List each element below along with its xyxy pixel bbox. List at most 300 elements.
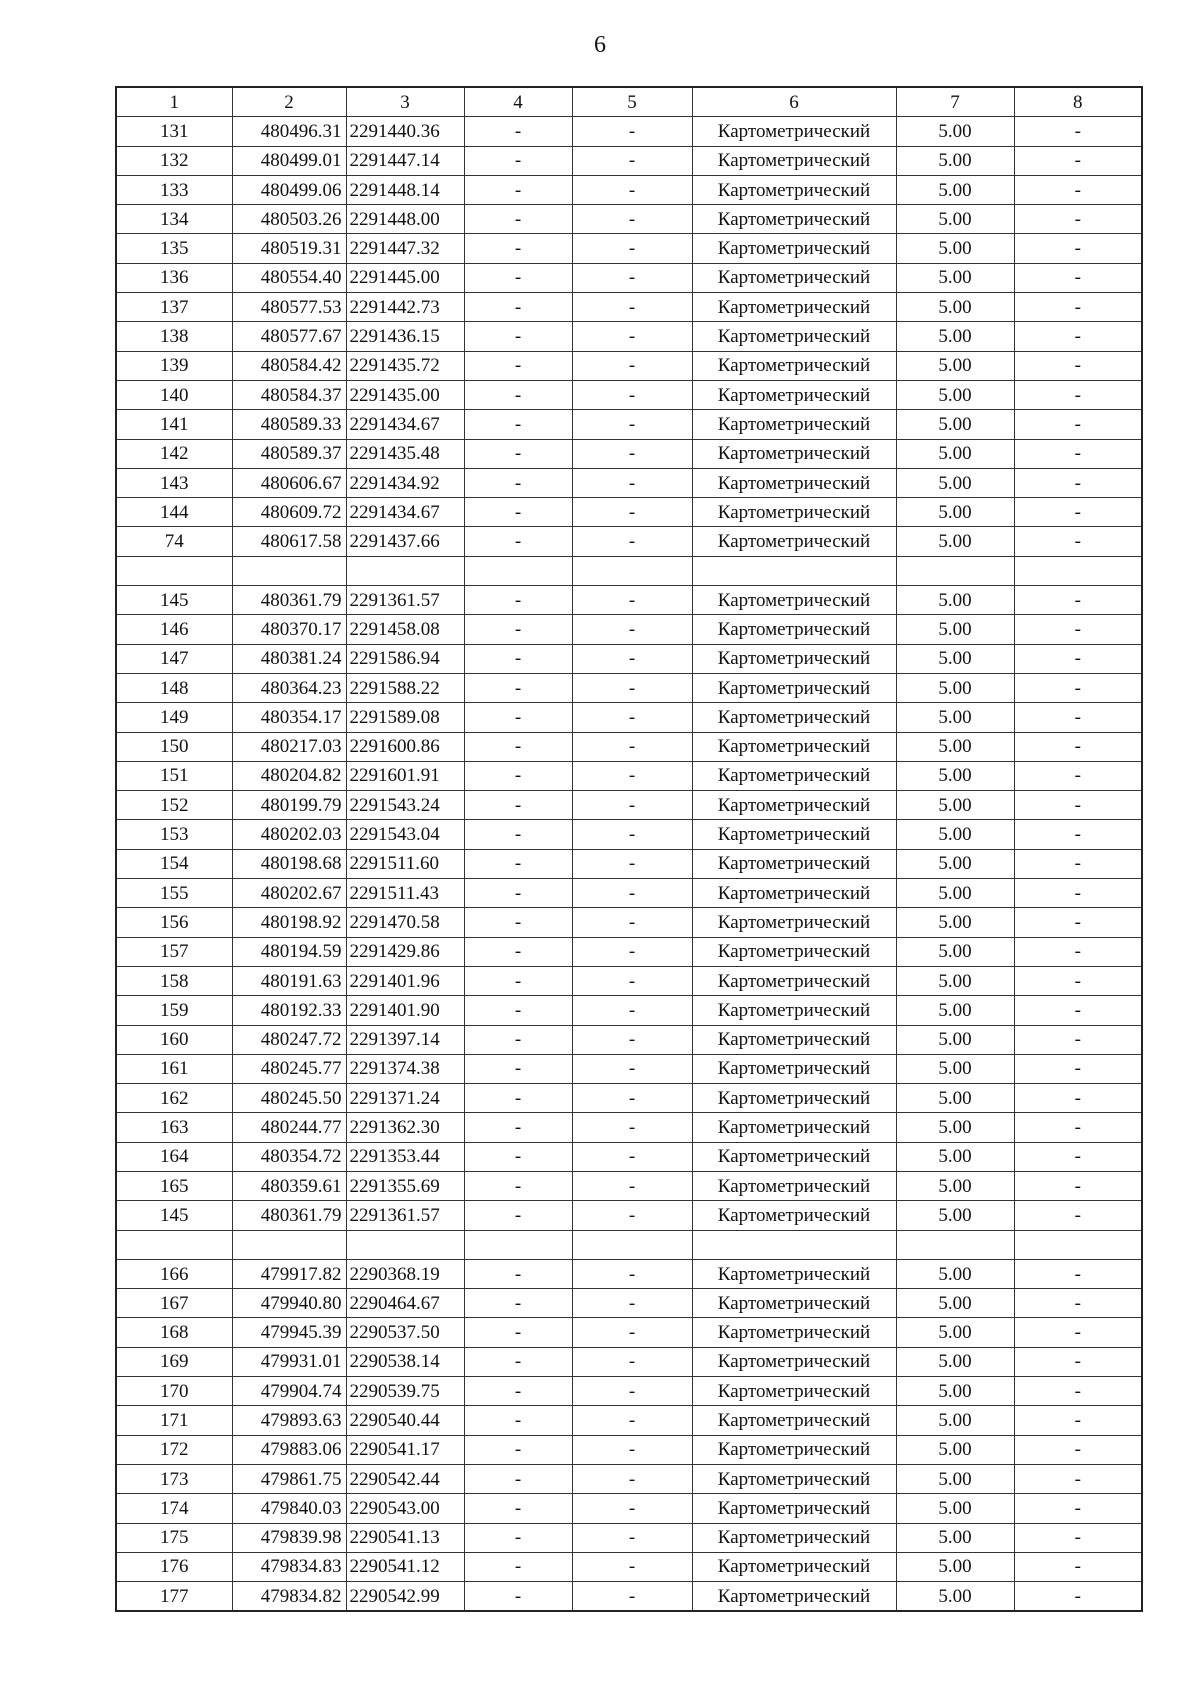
coordinate-y-cell <box>346 1230 464 1259</box>
column-header: 4 <box>464 87 572 117</box>
column-4-cell: - <box>464 1318 572 1347</box>
accuracy-cell: 5.00 <box>896 1464 1014 1493</box>
accuracy-cell: 5.00 <box>896 1171 1014 1200</box>
column-5-cell: - <box>572 205 692 234</box>
coordinate-y-cell: 2291353.44 <box>346 1142 464 1171</box>
column-8-cell: - <box>1014 1523 1142 1552</box>
column-8-cell: - <box>1014 1113 1142 1142</box>
table-row <box>116 703 1142 732</box>
column-header: 7 <box>896 87 1014 117</box>
column-8-cell: - <box>1014 879 1142 908</box>
coordinate-y-cell: 2291397.14 <box>346 1025 464 1054</box>
coordinate-x-cell: 480191.63 <box>232 966 346 995</box>
method-cell: Картометрический <box>692 966 896 995</box>
table-row <box>116 644 1142 673</box>
column-4-cell: - <box>464 527 572 556</box>
coordinate-y-cell: 2291588.22 <box>346 673 464 702</box>
column-5-cell: - <box>572 1084 692 1113</box>
point-number-cell: 164 <box>116 1142 232 1171</box>
accuracy-cell: 5.00 <box>896 263 1014 292</box>
coordinate-x-cell: 479945.39 <box>232 1318 346 1347</box>
column-8-cell: - <box>1014 1552 1142 1581</box>
method-cell: Картометрический <box>692 1289 896 1318</box>
column-4-cell: - <box>464 879 572 908</box>
coordinate-x-cell: 480370.17 <box>232 615 346 644</box>
accuracy-cell: 5.00 <box>896 205 1014 234</box>
column-header: 1 <box>116 87 232 117</box>
table-row <box>116 1142 1142 1171</box>
column-4-cell: - <box>464 1435 572 1464</box>
column-5-cell: - <box>572 146 692 175</box>
table-row <box>116 1289 1142 1318</box>
point-number-cell: 138 <box>116 322 232 351</box>
coordinate-y-cell: 2291442.73 <box>346 293 464 322</box>
column-5-cell: - <box>572 1377 692 1406</box>
column-8-cell: - <box>1014 293 1142 322</box>
column-8-cell: - <box>1014 498 1142 527</box>
point-number-cell: 159 <box>116 996 232 1025</box>
column-4-cell: - <box>464 175 572 204</box>
method-cell: Картометрический <box>692 1464 896 1493</box>
method-cell: Картометрический <box>692 1377 896 1406</box>
column-5-cell: - <box>572 879 692 908</box>
column-4-cell: - <box>464 1142 572 1171</box>
coordinate-x-cell: 480589.37 <box>232 439 346 468</box>
table-row <box>116 1171 1142 1200</box>
point-number-cell: 160 <box>116 1025 232 1054</box>
column-4-cell: - <box>464 1025 572 1054</box>
coordinate-x-cell: 480364.23 <box>232 673 346 702</box>
accuracy-cell: 5.00 <box>896 351 1014 380</box>
coordinate-y-cell: 2291435.72 <box>346 351 464 380</box>
coordinate-x-cell: 480202.67 <box>232 879 346 908</box>
column-5-cell: - <box>572 996 692 1025</box>
table-row <box>116 263 1142 292</box>
coordinate-y-cell: 2291374.38 <box>346 1054 464 1083</box>
method-cell: Картометрический <box>692 1347 896 1376</box>
table-row <box>116 966 1142 995</box>
point-number-cell: 137 <box>116 293 232 322</box>
table-row <box>116 732 1142 761</box>
column-4-cell: - <box>464 586 572 615</box>
method-cell: Картометрический <box>692 1171 896 1200</box>
point-number-cell: 145 <box>116 586 232 615</box>
accuracy-cell: 5.00 <box>896 498 1014 527</box>
coordinate-x-cell: 480354.72 <box>232 1142 346 1171</box>
coordinate-y-cell: 2290543.00 <box>346 1494 464 1523</box>
point-number-cell: 139 <box>116 351 232 380</box>
coordinate-y-cell: 2291447.32 <box>346 234 464 263</box>
table-row <box>116 1025 1142 1054</box>
point-number-cell: 144 <box>116 498 232 527</box>
coordinate-x-cell: 480519.31 <box>232 234 346 263</box>
column-8-cell: - <box>1014 263 1142 292</box>
coordinate-x-cell: 480204.82 <box>232 761 346 790</box>
column-8-cell: - <box>1014 673 1142 702</box>
coordinate-x-cell: 479839.98 <box>232 1523 346 1552</box>
method-cell: Картометрический <box>692 615 896 644</box>
column-4-cell <box>464 556 572 585</box>
point-number-cell: 131 <box>116 117 232 146</box>
point-number-cell: 142 <box>116 439 232 468</box>
column-8-cell: - <box>1014 410 1142 439</box>
point-number-cell: 146 <box>116 615 232 644</box>
coordinate-y-cell: 2291434.67 <box>346 410 464 439</box>
point-number-cell: 163 <box>116 1113 232 1142</box>
point-number-cell: 150 <box>116 732 232 761</box>
table-row <box>116 410 1142 439</box>
coordinate-x-cell: 480199.79 <box>232 791 346 820</box>
column-5-cell: - <box>572 615 692 644</box>
coordinate-x-cell: 479834.82 <box>232 1582 346 1612</box>
column-5-cell: - <box>572 1025 692 1054</box>
table-row <box>116 1054 1142 1083</box>
column-8-cell: - <box>1014 908 1142 937</box>
column-header: 5 <box>572 87 692 117</box>
column-5-cell <box>572 556 692 585</box>
table-row <box>116 1552 1142 1581</box>
column-4-cell: - <box>464 322 572 351</box>
method-cell: Картометрический <box>692 908 896 937</box>
method-cell: Картометрический <box>692 1318 896 1347</box>
column-4-cell: - <box>464 1377 572 1406</box>
accuracy-cell <box>896 1230 1014 1259</box>
coordinate-x-cell: 480589.33 <box>232 410 346 439</box>
column-4-cell: - <box>464 908 572 937</box>
accuracy-cell: 5.00 <box>896 380 1014 409</box>
coordinate-x-cell: 479840.03 <box>232 1494 346 1523</box>
table-row <box>116 1406 1142 1435</box>
column-8-cell: - <box>1014 117 1142 146</box>
method-cell: Картометрический <box>692 380 896 409</box>
coordinate-x-cell: 480354.17 <box>232 703 346 732</box>
point-number-cell: 132 <box>116 146 232 175</box>
coordinate-x-cell: 480577.53 <box>232 293 346 322</box>
point-number-cell: 145 <box>116 1201 232 1230</box>
table-row <box>116 1523 1142 1552</box>
coordinate-y-cell: 2291361.57 <box>346 586 464 615</box>
coordinate-y-cell: 2290464.67 <box>346 1289 464 1318</box>
coordinate-y-cell: 2291401.96 <box>346 966 464 995</box>
point-number-cell: 162 <box>116 1084 232 1113</box>
column-8-cell <box>1014 556 1142 585</box>
point-number-cell: 156 <box>116 908 232 937</box>
method-cell: Картометрический <box>692 1201 896 1230</box>
accuracy-cell: 5.00 <box>896 1289 1014 1318</box>
method-cell <box>692 1230 896 1259</box>
accuracy-cell: 5.00 <box>896 1377 1014 1406</box>
column-4-cell: - <box>464 1113 572 1142</box>
column-5-cell: - <box>572 1494 692 1523</box>
coordinate-x-cell: 480198.68 <box>232 849 346 878</box>
table-row <box>116 293 1142 322</box>
column-header: 8 <box>1014 87 1142 117</box>
column-4-cell: - <box>464 1494 572 1523</box>
accuracy-cell: 5.00 <box>896 1025 1014 1054</box>
column-8-cell: - <box>1014 1347 1142 1376</box>
column-5-cell: - <box>572 410 692 439</box>
column-4-cell: - <box>464 1347 572 1376</box>
coordinate-y-cell: 2291589.08 <box>346 703 464 732</box>
coordinate-x-cell: 480496.31 <box>232 117 346 146</box>
coordinate-x-cell: 480584.42 <box>232 351 346 380</box>
coordinate-y-cell: 2291448.00 <box>346 205 464 234</box>
column-4-cell: - <box>464 1523 572 1552</box>
accuracy-cell <box>896 556 1014 585</box>
column-5-cell: - <box>572 117 692 146</box>
method-cell: Картометрический <box>692 879 896 908</box>
column-8-cell: - <box>1014 644 1142 673</box>
table-row <box>116 146 1142 175</box>
column-4-cell: - <box>464 1552 572 1581</box>
column-5-cell: - <box>572 966 692 995</box>
table-row <box>116 1113 1142 1142</box>
column-4-cell: - <box>464 761 572 790</box>
accuracy-cell: 5.00 <box>896 1259 1014 1288</box>
point-number-cell: 161 <box>116 1054 232 1083</box>
table-row <box>116 1259 1142 1288</box>
coordinate-y-cell: 2291601.91 <box>346 761 464 790</box>
accuracy-cell: 5.00 <box>896 1552 1014 1581</box>
column-4-cell: - <box>464 498 572 527</box>
column-4-cell: - <box>464 996 572 1025</box>
accuracy-cell: 5.00 <box>896 849 1014 878</box>
column-8-cell: - <box>1014 1377 1142 1406</box>
coordinate-x-cell: 479834.83 <box>232 1552 346 1581</box>
column-5-cell: - <box>572 1113 692 1142</box>
accuracy-cell: 5.00 <box>896 966 1014 995</box>
coordinate-y-cell: 2291511.60 <box>346 849 464 878</box>
coordinate-x-cell: 479904.74 <box>232 1377 346 1406</box>
column-4-cell: - <box>464 820 572 849</box>
column-4-cell: - <box>464 1464 572 1493</box>
column-4-cell: - <box>464 791 572 820</box>
method-cell: Картометрический <box>692 1552 896 1581</box>
table-row <box>116 322 1142 351</box>
column-5-cell: - <box>572 439 692 468</box>
table-row <box>116 586 1142 615</box>
column-5-cell: - <box>572 1201 692 1230</box>
column-5-cell: - <box>572 1406 692 1435</box>
table-row <box>116 761 1142 790</box>
column-4-cell: - <box>464 1289 572 1318</box>
table-row <box>116 1084 1142 1113</box>
method-cell: Картометрический <box>692 263 896 292</box>
column-5-cell: - <box>572 468 692 497</box>
column-4-cell: - <box>464 1259 572 1288</box>
method-cell <box>692 556 896 585</box>
accuracy-cell: 5.00 <box>896 1318 1014 1347</box>
coordinate-y-cell: 2290541.12 <box>346 1552 464 1581</box>
column-header: 3 <box>346 87 464 117</box>
accuracy-cell: 5.00 <box>896 1054 1014 1083</box>
point-number-cell: 170 <box>116 1377 232 1406</box>
coordinate-x-cell: 480606.67 <box>232 468 346 497</box>
coordinate-x-cell: 479940.80 <box>232 1289 346 1318</box>
column-4-cell: - <box>464 1084 572 1113</box>
coordinate-y-cell: 2291436.15 <box>346 322 464 351</box>
column-8-cell: - <box>1014 1084 1142 1113</box>
coordinate-y-cell: 2291470.58 <box>346 908 464 937</box>
method-cell: Картометрический <box>692 1494 896 1523</box>
column-5-cell: - <box>572 1435 692 1464</box>
column-5-cell <box>572 1230 692 1259</box>
point-number-cell: 168 <box>116 1318 232 1347</box>
coordinate-y-cell: 2290541.17 <box>346 1435 464 1464</box>
column-5-cell: - <box>572 1171 692 1200</box>
coordinate-y-cell: 2290368.19 <box>346 1259 464 1288</box>
column-5-cell: - <box>572 908 692 937</box>
coordinate-x-cell <box>232 556 346 585</box>
column-5-cell: - <box>572 380 692 409</box>
column-8-cell: - <box>1014 1464 1142 1493</box>
method-cell: Картометрический <box>692 791 896 820</box>
point-number-cell: 165 <box>116 1171 232 1200</box>
column-4-cell: - <box>464 1406 572 1435</box>
accuracy-cell: 5.00 <box>896 1582 1014 1612</box>
point-number-cell <box>116 556 232 585</box>
coordinate-x-cell: 480609.72 <box>232 498 346 527</box>
table-row <box>116 468 1142 497</box>
point-number-cell: 153 <box>116 820 232 849</box>
coordinate-y-cell: 2290541.13 <box>346 1523 464 1552</box>
method-cell: Картометрический <box>692 234 896 263</box>
accuracy-cell: 5.00 <box>896 703 1014 732</box>
coordinate-x-cell: 480245.77 <box>232 1054 346 1083</box>
column-4-cell: - <box>464 966 572 995</box>
column-5-cell: - <box>572 586 692 615</box>
point-number-cell: 148 <box>116 673 232 702</box>
coordinate-y-cell: 2291434.92 <box>346 468 464 497</box>
method-cell: Картометрический <box>692 1523 896 1552</box>
column-header: 6 <box>692 87 896 117</box>
column-8-cell: - <box>1014 175 1142 204</box>
column-8-cell: - <box>1014 1201 1142 1230</box>
page-number: 6 <box>594 32 606 58</box>
column-8-cell: - <box>1014 615 1142 644</box>
table-row <box>116 1494 1142 1523</box>
accuracy-cell: 5.00 <box>896 1201 1014 1230</box>
coordinate-x-cell: 480381.24 <box>232 644 346 673</box>
column-5-cell: - <box>572 175 692 204</box>
coordinate-y-cell: 2291543.24 <box>346 791 464 820</box>
column-8-cell: - <box>1014 1318 1142 1347</box>
table-row <box>116 527 1142 556</box>
coordinate-x-cell: 480499.01 <box>232 146 346 175</box>
point-number-cell: 157 <box>116 937 232 966</box>
method-cell: Картометрический <box>692 468 896 497</box>
point-number-cell: 154 <box>116 849 232 878</box>
coordinate-x-cell: 480359.61 <box>232 1171 346 1200</box>
column-4-cell: - <box>464 205 572 234</box>
accuracy-cell: 5.00 <box>896 673 1014 702</box>
accuracy-cell: 5.00 <box>896 732 1014 761</box>
column-5-cell: - <box>572 1347 692 1376</box>
point-number-cell: 174 <box>116 1494 232 1523</box>
column-8-cell: - <box>1014 1054 1142 1083</box>
accuracy-cell: 5.00 <box>896 644 1014 673</box>
coordinate-x-cell: 480217.03 <box>232 732 346 761</box>
point-number-cell: 143 <box>116 468 232 497</box>
column-4-cell: - <box>464 1201 572 1230</box>
point-number-cell: 74 <box>116 527 232 556</box>
method-cell: Картометрический <box>692 1113 896 1142</box>
column-5-cell: - <box>572 322 692 351</box>
point-number-cell: 140 <box>116 380 232 409</box>
column-4-cell: - <box>464 293 572 322</box>
accuracy-cell: 5.00 <box>896 1494 1014 1523</box>
column-5-cell: - <box>572 732 692 761</box>
method-cell: Картометрический <box>692 703 896 732</box>
method-cell: Картометрический <box>692 498 896 527</box>
coordinate-y-cell: 2291511.43 <box>346 879 464 908</box>
column-4-cell: - <box>464 146 572 175</box>
coordinate-x-cell: 479893.63 <box>232 1406 346 1435</box>
coordinate-x-cell: 480194.59 <box>232 937 346 966</box>
accuracy-cell: 5.00 <box>896 1084 1014 1113</box>
column-8-cell <box>1014 1230 1142 1259</box>
table-row <box>116 791 1142 820</box>
method-cell: Картометрический <box>692 937 896 966</box>
table-row <box>116 879 1142 908</box>
table-row <box>116 117 1142 146</box>
coordinate-x-cell: 479917.82 <box>232 1259 346 1288</box>
table-row <box>116 1464 1142 1493</box>
accuracy-cell: 5.00 <box>896 1435 1014 1464</box>
point-number-cell: 171 <box>116 1406 232 1435</box>
point-number-cell: 135 <box>116 234 232 263</box>
method-cell: Картометрический <box>692 175 896 204</box>
method-cell: Картометрический <box>692 1259 896 1288</box>
coordinate-y-cell: 2291435.48 <box>346 439 464 468</box>
table-body <box>116 117 1142 1612</box>
method-cell: Картометрический <box>692 586 896 615</box>
table-row <box>116 439 1142 468</box>
coordinate-y-cell: 2291448.14 <box>346 175 464 204</box>
column-8-cell: - <box>1014 1582 1142 1612</box>
accuracy-cell: 5.00 <box>896 937 1014 966</box>
method-cell: Картометрический <box>692 410 896 439</box>
column-5-cell: - <box>572 498 692 527</box>
accuracy-cell: 5.00 <box>896 1347 1014 1376</box>
column-4-cell: - <box>464 351 572 380</box>
column-5-cell: - <box>572 1054 692 1083</box>
column-8-cell: - <box>1014 1025 1142 1054</box>
method-cell: Картометрический <box>692 673 896 702</box>
accuracy-cell: 5.00 <box>896 527 1014 556</box>
column-8-cell: - <box>1014 1289 1142 1318</box>
coordinate-y-cell: 2291440.36 <box>346 117 464 146</box>
coordinate-y-cell: 2291429.86 <box>346 937 464 966</box>
point-number-cell: 149 <box>116 703 232 732</box>
coordinate-x-cell: 480554.40 <box>232 263 346 292</box>
table-row <box>116 908 1142 937</box>
accuracy-cell: 5.00 <box>896 761 1014 790</box>
coordinate-y-cell <box>346 556 464 585</box>
method-cell: Картометрический <box>692 732 896 761</box>
accuracy-cell: 5.00 <box>896 908 1014 937</box>
method-cell: Картометрический <box>692 644 896 673</box>
column-5-cell: - <box>572 644 692 673</box>
coordinate-y-cell: 2290542.99 <box>346 1582 464 1612</box>
column-5-cell: - <box>572 673 692 702</box>
column-8-cell: - <box>1014 322 1142 351</box>
coordinate-x-cell: 480577.67 <box>232 322 346 351</box>
column-4-cell: - <box>464 1582 572 1612</box>
table-row <box>116 380 1142 409</box>
point-number-cell: 166 <box>116 1259 232 1288</box>
accuracy-cell: 5.00 <box>896 468 1014 497</box>
